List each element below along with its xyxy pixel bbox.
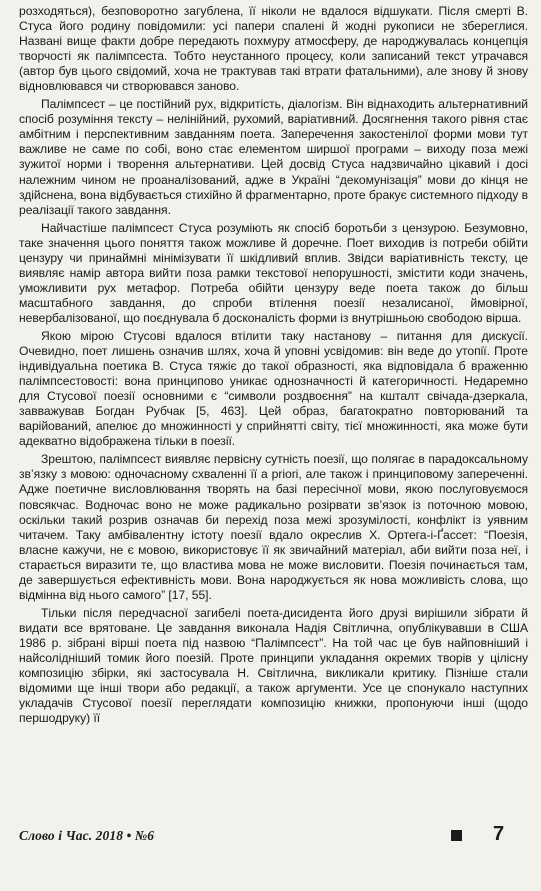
paragraph: Зрештою, палімпсест виявляє первісну сутність поезії, що полягає в парадоксальному зв’язку з мовою: одночасному схваленні її a priori, але також і принциповому запереченні. Адже поетичне висловлювання творять на базі пересічної мови, якою послуговуємося повсякчас. Водночас воно не може радикально розірвати зв’язок із поточною мовою, оскільки такий розрив означав би перехід поза межі зрозумілості, конфлікт із уявним читачем. Таку амбівалентну істоту поезії вдало окреслив Х. Ортега-і-Ґассет: “Поезія, власне кажучи, не є мовою, використовує її як звичайний матеріал, аби вийти поза неї, і старається виразити те, що властива мова не може висловити. Поезія починається там, де завершується ефективність мови. Вона народжується як нова можливість слова, що відмінна від нього самого” [17, 55]. [19,452,528,602]
page-footer [19,823,528,848]
paragraph: Палімпсест – це постійний рух, відкритість, діалогізм. Він віднаходить альтернативний спосіб розуміння тексту – нелінійний, рухомий, варіативний. Досягнення такого рівня стає амбітним і перспективним завданням поета. Заперечення закостенілої форми мови тут важливе не саме по собі, воно стає елементом ширшої програми – виходу поза межі зужитої норми і творення альтернативи. Цей досвід Стуса надзвичайно цікавий і досі належним чином не проаналізований, адже в Україні “декомунізація” мови до кінця не здійснена, вона відбувається стихійно й фрагментарно, проте бракує системного підходу в реалізації такого завдання. [19,97,528,217]
square-marker-icon [451,830,462,841]
paragraph: Тільки після передчасної загибелі поета-дисидента його друзі вирішили зібрати й видати все врятоване. Це завдання виконала Надія Світлична, опублікувавши в США 1986 р. зібрані вірші поета під назвою “Палімпсест”. На той час це був найповніший і найсолідніший томик його поезій. Проте принципи укладання окремих творів у цілісну композицію збірки, які застосувала Н. Світлична, викликали критику. Пізніше стали відомими ще інші твори або редакції, а також аргументи. Усе це спонукало наступних укладачів Стусової поезії переглядати композицію книжки, пропонуючи інші (щодо першодруку) її [19,605,528,726]
paragraph: Якою мірою Стусові вдалося втілити таку настанову – питання для дискусії. Очевидно, поет лишень означив шлях, хоча й уповні усвідомив: він веде до утопії. Проте індивідуальна поетика В. Стуса тяжіє до такої образності, яка відповідала б враженню палімпсестовості: вона принципово уникає однозначності й категоричності. Недаремно для Стусової поезії основними є “символи роздвоєння” на кшталт свічада-дзеркала, завважував Богдан Рубчак [5, 463]. Цей образ, багатократно повторюваний та варійований, апелює до множинності у сприйнятті світу, тієї множинності, яка може бути адекватно відображена тільки в поезії. [19,328,528,449]
journal-title: Слово і Час. 2018 • №6 [19,828,155,843]
article-body [19,4,528,729]
page-number: 7 [493,823,505,845]
paragraph: Найчастіше палімпсест Стуса розуміють як спосіб боротьби з цензурою. Безумовно, таке значення цього поняття також можливе й доречне. Поет виходив із потреби обійти цензуру чи принаймні мінімізувати її шкідливий вплив. Звідси варіативність тексту, це виявляє намір автора вийти поза рамки текстової непорушності, змістити коди значень, уможливити рух метафор. Потреба обійти цензуру веде поета також до більш масштабного завдання, до спроби втілення поезії незалисаної, ймовірної, невербалізованої, що поєднувала б досконалість форми із внутрішньою свободою вірша. [19,220,528,325]
paragraph: розходяться), безповоротно загублена, її ніколи не вдалося відшукати. Після смерті В. Стуса його родину повідомили: усі папери спалені й жодні рукописи не збереглися. Названі вище факти добре передають похмуру атмосферу, де народжувалась концепція творчості як палімпсеста. Тобто неустанного процесу, коли записаний текст утрачався (автор був цього свідомий, хоча не трактував такі втрати фатальними), але знову й знову відновлювався чи створювався заново. [19,4,528,94]
